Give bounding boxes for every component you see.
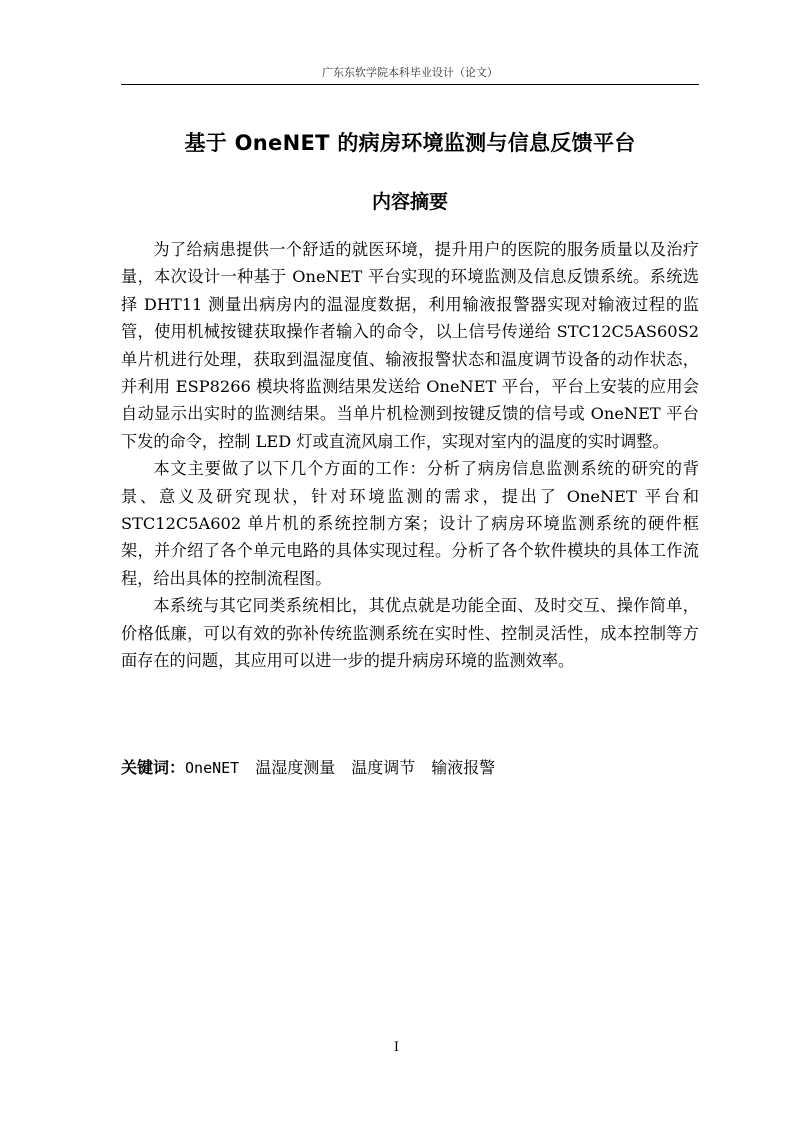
abstract-paragraph: 本系统与其它同类系统相比，其优点就是功能全面、及时交互、操作简单，价格低廉，可以有效的弥补传统监测系统在实时性、控制灵活性，成本控制等方面存在的问题，其应用可以进一步的提升病房环境的监测效率。 — [121, 596, 699, 671]
page-number: I — [393, 1040, 400, 1055]
keywords-label: 关键词： — [121, 758, 186, 777]
abstract-paragraph: 本文主要做了以下几个方面的工作：分析了病房信息监测系统的研究的背景、意义及研究现状，针对环境监测的需求，提出了 OneNET 平台和 STC12C5A602 单片机的系统控制方案；设计了病房环境监测系统的硬件框架，并介绍了各个单元电路的具体实现过程。分析了各个软件模块的具体工作流程，给出具体的控制流程图。 — [121, 459, 699, 588]
header-divider — [121, 84, 699, 85]
keywords-line — [121, 757, 699, 779]
paper-title: 基于 OneNET 的病房环境监测与信息反馈平台 — [184, 131, 636, 155]
keyword: 温湿度测量 — [255, 758, 336, 777]
keyword: OneNET — [185, 759, 240, 777]
keyword: 温度调节 — [351, 758, 416, 777]
abstract-paragraph: 为了给病患提供一个舒适的就医环境，提升用户的医院的服务质量以及治疗量，本次设计一种基于 OneNET 平台实现的环境监测及信息反馈系统。系统选择 DHT11 测量出病房内的温湿度数据，利用输液报警器实现对输液过程的监管，使用机械按键获取操作者输入的命令，以上信号传递给 STC12C5AS60S2 单片机进行处理，获取到温湿度值、输液报警状态和温度调节设备的动作状态，并利用 ESP8266 模块将监测结果发送给 OneNET 平台，平台上安装的应用会自动显示出实时的监测结果。当单片机检测到按键反馈的信号或 OneNET 平台下发的命令，控制 LED 灯或直流风扇工作，实现对室内的温度的实时调整。 — [121, 240, 699, 451]
running-header: 广东东软学院本科毕业设计（论文） — [322, 66, 498, 79]
abstract-body — [121, 236, 699, 675]
abstract-heading: 内容摘要 — [371, 191, 448, 213]
keyword: 输液报警 — [431, 758, 496, 777]
